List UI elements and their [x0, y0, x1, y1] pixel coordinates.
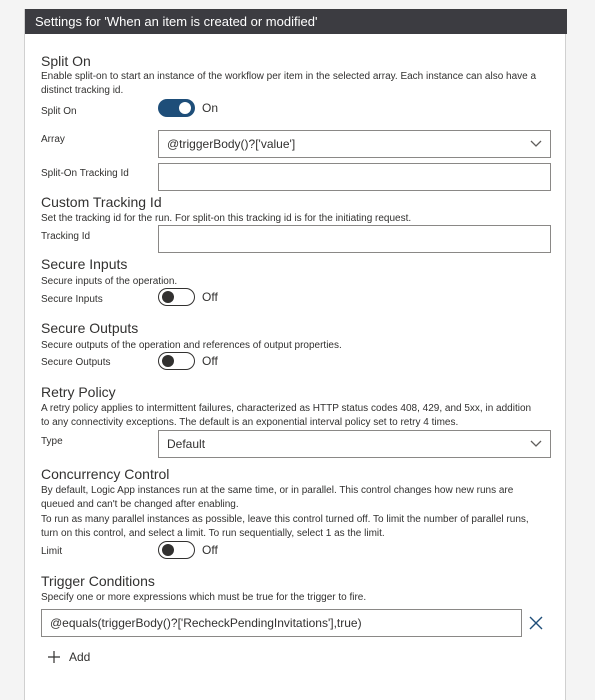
split-on-toggle[interactable] [158, 99, 195, 117]
custom-tracking-description: Set the tracking id for the run. For split-on this tracking id is for the initiating request. [41, 213, 412, 224]
add-condition-label: Add [69, 650, 91, 664]
concurrency-title: Concurrency Control [41, 466, 170, 482]
trigger-conditions-description: Specify one or more expressions which must be true for the trigger to fire. [41, 592, 367, 603]
split-on-toggle-state: On [202, 101, 219, 115]
array-value: @triggerBody()?['value'] [167, 137, 296, 151]
retry-type-label: Type [41, 436, 63, 447]
concurrency-description-1: By default, Logic App instances run at the same time, or in parallel. This control changes how new runs are queued and can't be changed after enabling. [41, 485, 514, 510]
split-on-description: Enable split-on to start an instance of the workflow per item in the selected array. Each instance can also have a distinct tracking id. [41, 71, 537, 96]
retry-policy-description: A retry policy applies to intermittent failures, characterized as HTTP status codes 408, 429, and 5xx, in addition to any connectivity exceptions. The default is an exponential interval policy set to retry 4 times. [41, 403, 532, 428]
retry-type-select[interactable] [158, 430, 551, 458]
tracking-id-label: Tracking Id [41, 231, 91, 242]
toggle-knob [162, 544, 174, 556]
array-label: Array [41, 134, 65, 145]
toggle-knob [162, 355, 174, 367]
limit-toggle-state: Off [202, 543, 218, 557]
secure-outputs-label: Secure Outputs [41, 357, 111, 368]
array-select[interactable] [158, 130, 551, 158]
secure-outputs-toggle-state: Off [202, 354, 218, 368]
split-on-tracking-input[interactable] [158, 163, 551, 191]
secure-outputs-title: Secure Outputs [41, 320, 139, 336]
secure-outputs-toggle[interactable] [158, 352, 195, 370]
split-on-tracking-label: Split-On Tracking Id [41, 168, 129, 179]
chevron-down-icon [530, 440, 542, 448]
add-condition-button[interactable] [47, 648, 90, 666]
custom-tracking-title: Custom Tracking Id [41, 194, 162, 210]
limit-label: Limit [41, 546, 63, 557]
plus-icon [47, 650, 61, 664]
trigger-conditions-title: Trigger Conditions [41, 573, 155, 589]
secure-outputs-description: Secure outputs of the operation and references of output properties. [41, 340, 342, 351]
secure-inputs-label: Secure Inputs [41, 294, 103, 305]
retry-type-value: Default [167, 437, 206, 451]
panel-header: Settings for 'When an item is created or modified' [25, 9, 567, 34]
trigger-condition-input[interactable]: @equals(triggerBody()?['RecheckPendingInvitations'],true) [41, 609, 522, 637]
secure-inputs-toggle[interactable] [158, 288, 195, 306]
settings-panel [24, 9, 566, 700]
toggle-knob [179, 102, 191, 114]
concurrency-description-2: To run as many parallel instances as possible, leave this control turned off. To limit the number of parallel runs, turn on this control, and select a limit. To run sequentially, select 1 as the limit. [41, 514, 529, 539]
toggle-knob [162, 291, 174, 303]
secure-inputs-description: Secure inputs of the operation. [41, 276, 178, 287]
close-icon[interactable] [528, 615, 544, 631]
retry-policy-title: Retry Policy [41, 384, 116, 400]
split-on-title: Split On [41, 53, 91, 69]
secure-inputs-toggle-state: Off [202, 290, 218, 304]
tracking-id-input[interactable] [158, 225, 551, 253]
split-on-label: Split On [41, 106, 77, 117]
chevron-down-icon [530, 140, 542, 148]
limit-toggle[interactable] [158, 541, 195, 559]
secure-inputs-title: Secure Inputs [41, 256, 128, 272]
